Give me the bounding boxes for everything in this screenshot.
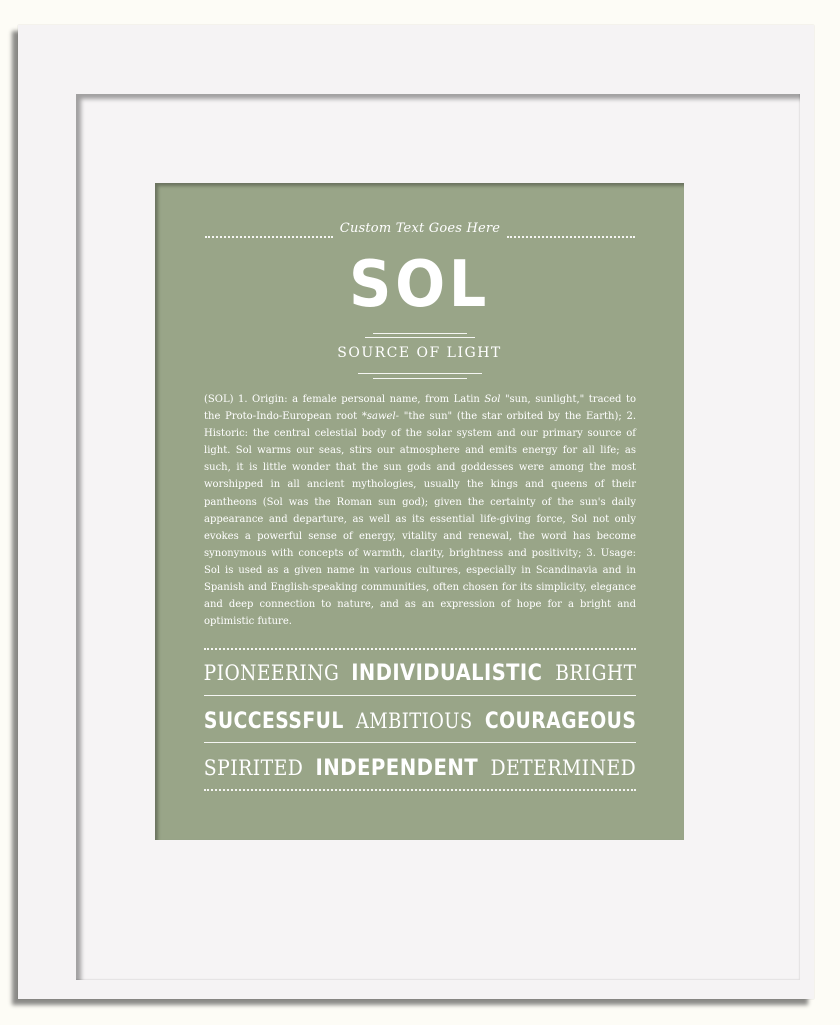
trait-word: COURAGEOUS — [484, 708, 636, 734]
definition-part-1: (SOL) 1. Origin: a female personal name, from Latin — [204, 394, 485, 405]
name-title: SOL — [348, 248, 491, 322]
trait-row-3 — [204, 750, 636, 786]
rule-lower-2 — [373, 378, 467, 379]
rule-lower-1 — [358, 373, 482, 374]
custom-text-row — [205, 221, 635, 245]
trait-word: DETERMINED — [490, 756, 636, 780]
trait-row-2 — [204, 703, 636, 739]
dotted-divider-right — [507, 236, 635, 240]
trait-word: INDIVIDUALISTIC — [351, 660, 543, 686]
definition-text — [204, 391, 636, 630]
trait-word: SPIRITED — [204, 756, 304, 780]
definition-part-3: "the sun" (the star orbited by the Earth); 2. Historic: the central celestial body of the solar system and our primary source of light. Sol warms our seas, stirs our atmosphere and emits energy for all life; as such, it is little wonder that the sun gods and goddesses were among the most worshipped in all ancient mythologies, usually the kings and queens of their pantheons (Sol was the Roman sun god); given the certainty of the sun's daily appearance and departure, as well as its essential life-giving force, Sol not only evokes a powerful sense of energy, vitality and renewal, the word has become synonymous with concepts of warmth, clarity, brightness and positivity; 3. Usage: Sol is used as a given name in various cultures, especially in Scandinavia and in Spanish and English-speaking communities, often chosen for its simplicity, elegance and deep connection to nature, and as an expression of hope for a bright and optimistic future. — [204, 411, 636, 628]
name-meaning: SOURCE OF LIGHT — [337, 345, 502, 361]
trait-word: BRIGHT — [554, 661, 636, 685]
trait-row-1 — [204, 655, 636, 691]
definition-part-2: "sun, sunlight," traced to the Proto-Indo-European root — [204, 394, 636, 423]
trait-word: PIONEERING — [204, 661, 340, 685]
trait-divider-2 — [204, 742, 636, 743]
dotted-divider-traits-top — [204, 648, 636, 650]
custom-text: Custom Text Goes Here — [339, 221, 501, 236]
name-print — [155, 183, 684, 840]
trait-word: SUCCESSFUL — [204, 708, 344, 734]
dotted-divider-left — [205, 236, 333, 240]
trait-word: AMBITIOUS — [355, 709, 473, 733]
definition-root-italic: *sawel- — [361, 411, 400, 423]
rule-upper-1 — [373, 333, 467, 334]
dotted-divider-traits-bottom — [204, 789, 636, 791]
rule-upper-2 — [365, 337, 475, 338]
trait-divider-1 — [204, 695, 636, 696]
definition-sol-italic: Sol — [484, 394, 501, 405]
trait-word: INDEPENDENT — [315, 755, 479, 781]
